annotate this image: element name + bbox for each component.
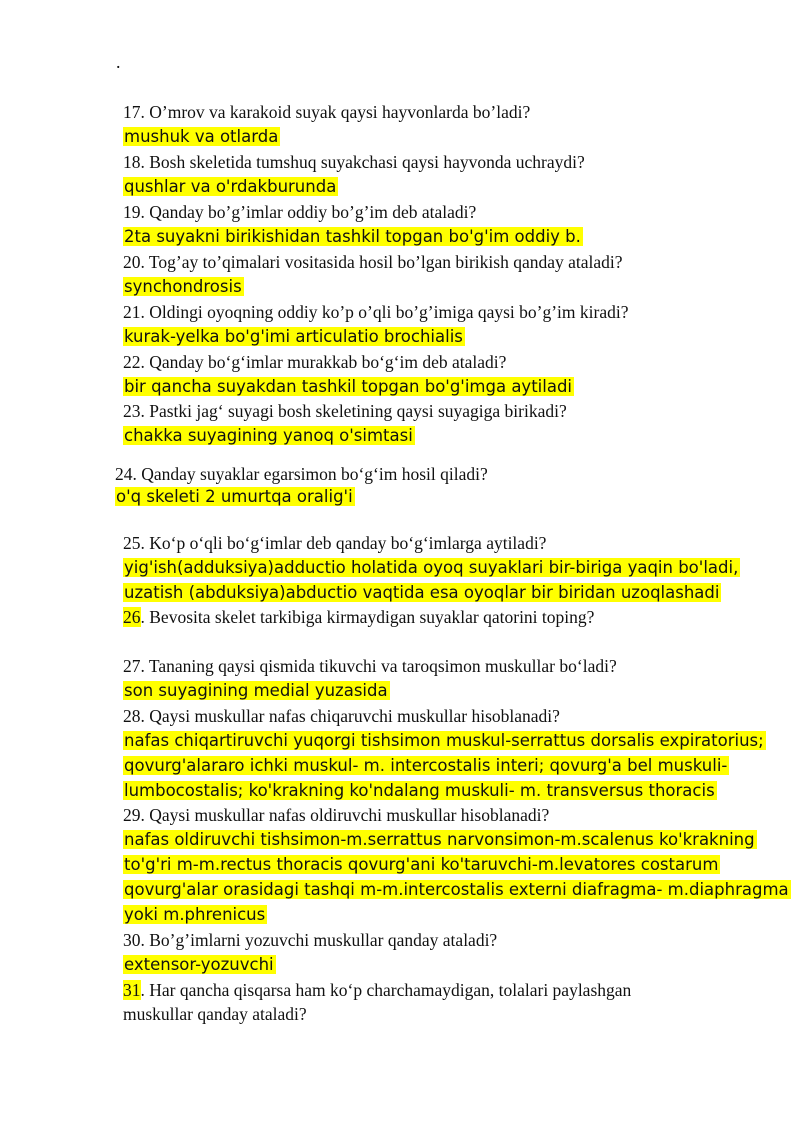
answer-23-text: chakka suyagining yanoq o'simtasi <box>124 426 413 445</box>
answer-20 <box>123 276 244 298</box>
answer-29-line-3 <box>123 879 791 901</box>
answer-28-text-1: nafas chiqartiruvchi yuqorgi tishsimon muskul-serrattus dorsalis expiratorius; <box>124 731 764 750</box>
answer-27 <box>123 680 390 702</box>
answer-20-text: synchondrosis <box>124 277 242 296</box>
question-31-text: . Har qancha qisqarsa ham ko‘p charchamaydigan, tolalari paylashgan <box>140 980 632 1000</box>
question-24: 24. Qanday suyaklar egarsimon bo‘g‘im hosil qiladi? <box>115 464 488 484</box>
question-31-number: 31 <box>123 980 141 1000</box>
answer-29-line-1 <box>123 829 757 851</box>
question-18: 18. Bosh skeletida tumshuq suyakchasi qaysi hayvonda uchraydi? <box>123 152 585 172</box>
answer-17-text: mushuk va otlarda <box>124 127 279 146</box>
answer-25-line-2 <box>123 582 721 604</box>
answer-21 <box>123 326 465 348</box>
question-20: 20. Tog’ay to’qimalari vositasida hosil bo’lgan birikish qanday ataladi? <box>123 252 623 272</box>
question-26 <box>123 606 594 628</box>
question-26-number: 26 <box>123 607 141 627</box>
question-27: 27. Tananing qaysi qismida tikuvchi va taroqsimon muskullar bo‘ladi? <box>123 656 617 676</box>
question-23: 23. Pastki jag‘ suyagi bosh skeletining qaysi suyagiga birikadi? <box>123 401 567 421</box>
answer-29-text-1: nafas oldiruvchi tishsimon-m.serrattus narvonsimon-m.scalenus ko'krakning <box>124 830 755 849</box>
question-31-line-2: muskullar qanday ataladi? <box>123 1004 307 1024</box>
question-31 <box>123 979 631 1001</box>
answer-28-line-3 <box>123 780 717 802</box>
question-30: 30. Bo’g’imlarni yozuvchi muskullar qanday ataladi? <box>123 930 498 950</box>
answer-30-text: extensor-yozuvchi <box>124 955 274 974</box>
answer-27-text: son suyagining medial yuzasida <box>124 681 388 700</box>
question-21: 21. Oldingi oyoqning oddiy ko’p o’qli bo’g’imiga qaysi bo’g’im kiradi? <box>123 302 629 322</box>
answer-18 <box>123 176 338 198</box>
answer-25-text-2: uzatish (abduksiya)abductio vaqtida esa oyoqlar bir biridan uzoqlashadi <box>124 583 720 602</box>
question-25: 25. Ko‘p o‘qli bo‘g‘imlar deb qanday bo‘g‘imlarga aytiladi? <box>123 533 547 553</box>
question-26-text: . Bevosita skelet tarkibiga kirmaydigan suyaklar qatorini toping? <box>140 607 595 627</box>
answer-21-text: kurak-yelka bo'g'imi articulatio brochialis <box>124 327 463 346</box>
answer-25-text-1: yig'ish(adduksiya)adductio holatida oyoq suyaklari bir-biriga yaqin bo'ladi, <box>124 558 739 577</box>
answer-19-text: 2ta suyakni birikishidan tashkil topgan bo'g'im oddiy b. <box>124 227 581 246</box>
answer-29-text-4: yoki m.phrenicus <box>124 905 266 924</box>
answer-28-line-2 <box>123 755 729 777</box>
answer-23 <box>123 425 415 447</box>
question-29: 29. Qaysi muskullar nafas oldiruvchi muskullar hisoblanadi? <box>123 805 550 825</box>
answer-22 <box>123 376 574 398</box>
answer-25-line-1 <box>123 557 740 579</box>
answer-30 <box>123 954 276 976</box>
answer-24 <box>115 486 355 508</box>
question-22: 22. Qanday bo‘g‘imlar murakkab bo‘g‘im deb ataladi? <box>123 352 507 372</box>
question-28: 28. Qaysi muskullar nafas chiqaruvchi muskullar hisoblanadi? <box>123 706 560 726</box>
answer-29-text-3: qovurg'alar orasidagi tashqi m-m.intercostalis externi diafragma- m.diaphragma <box>124 880 789 899</box>
question-17: 17. O’mrov va karakoid suyak qaysi hayvonlarda bo’ladi? <box>123 102 531 122</box>
question-19: 19. Qanday bo’g’imlar oddiy bo’g’im deb ataladi? <box>123 202 477 222</box>
answer-28-text-3: lumbocostalis; ko'krakning ko'ndalang muskuli- m. transversus thoracis <box>124 781 715 800</box>
stray-dot: . <box>116 52 121 72</box>
answer-17 <box>123 126 280 148</box>
answer-19 <box>123 226 583 248</box>
answer-18-text: qushlar va o'rdakburunda <box>124 177 337 196</box>
answer-28-text-2: qovurg'alararo ichki muskul- m. intercostalis interi; qovurg'a bel muskuli- <box>124 756 728 775</box>
answer-24-text: o'q skeleti 2 umurtqa oralig'i <box>116 487 353 506</box>
answer-29-text-2: to'g'ri m-m.rectus thoracis qovurg'ani ko'taruvchi-m.levatores costarum <box>124 855 719 874</box>
answer-29-line-4 <box>123 904 267 926</box>
answer-29-line-2 <box>123 854 720 876</box>
answer-28-line-1 <box>123 730 766 752</box>
answer-22-text: bir qancha suyakdan tashkil topgan bo'g'imga aytiladi <box>124 377 572 396</box>
